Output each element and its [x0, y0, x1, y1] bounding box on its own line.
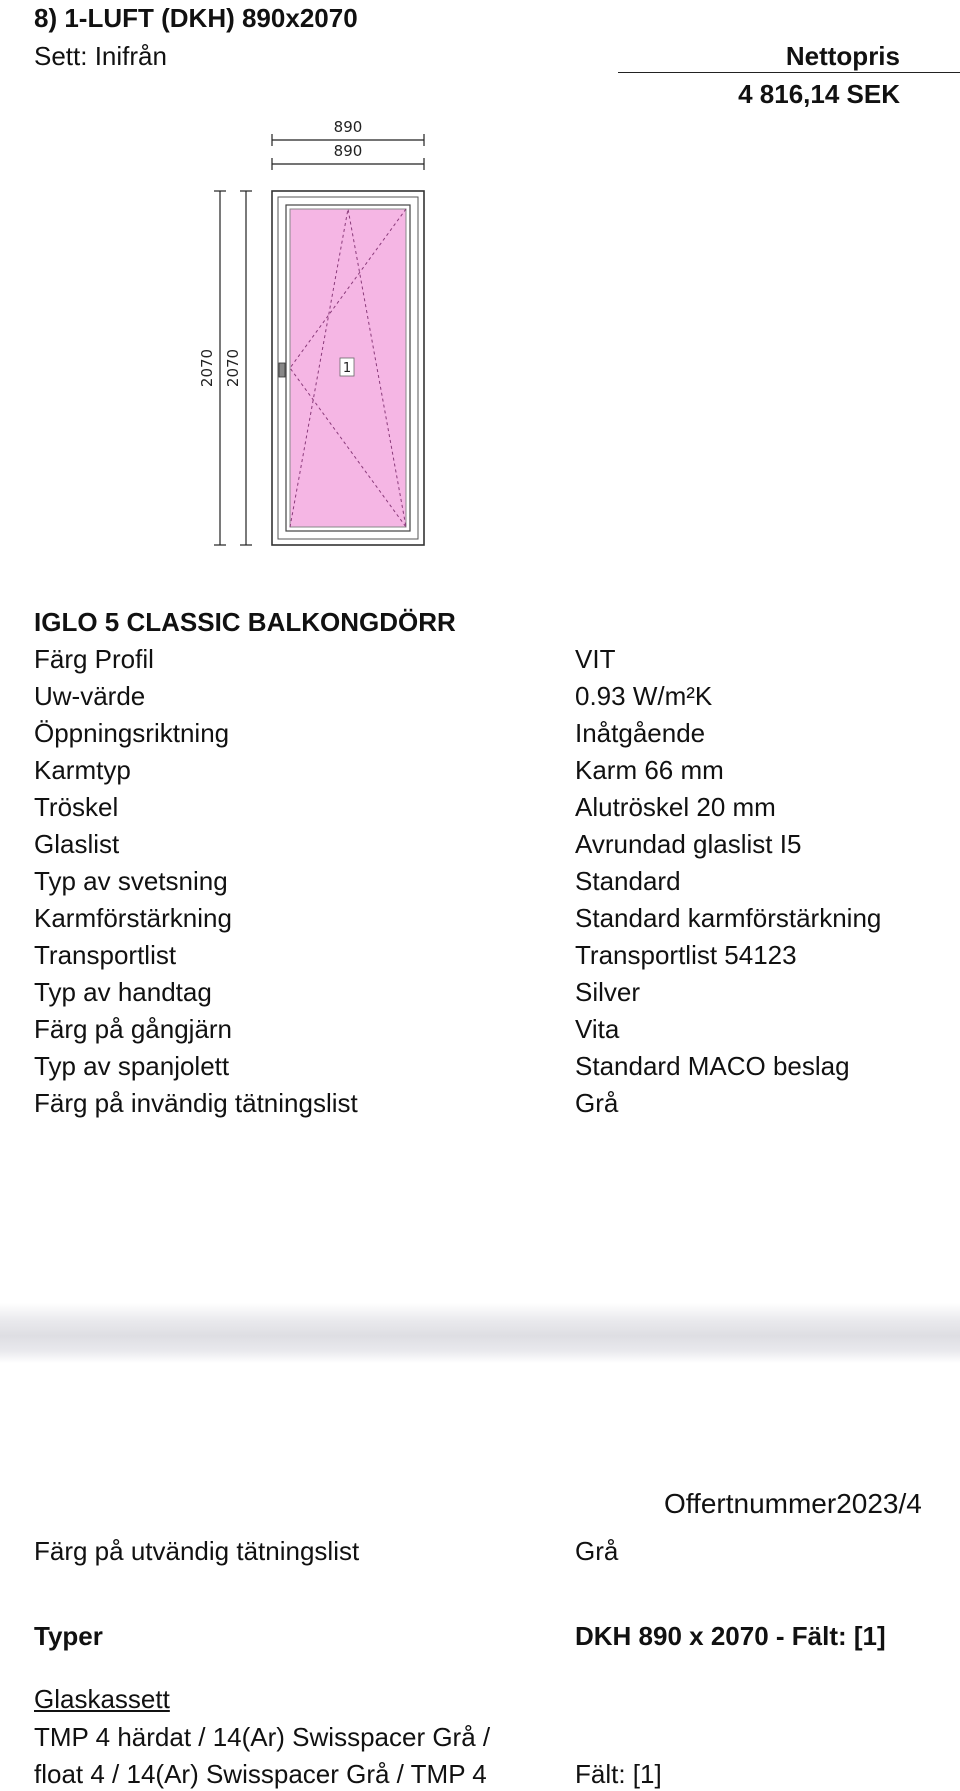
spec-value: 0.93 W/m²K [575, 681, 713, 711]
door-drawing [190, 108, 450, 558]
spec-label: Öppningsriktning [34, 718, 230, 748]
sash-number: 1 [342, 361, 352, 376]
spec-row [34, 976, 960, 1013]
spec-label: Typ av handtag [34, 977, 212, 1007]
field-value: Fält: [1] [575, 1759, 662, 1789]
spec-label: Typ av spanjolett [34, 1051, 230, 1081]
page-title: 8) 1-LUFT (DKH) 890x2070 [34, 3, 358, 33]
spec-row [34, 828, 960, 865]
net-price-value: 4 816,14 SEK [738, 79, 900, 109]
spec-label: Transportlist [34, 940, 177, 970]
spec-value: Vita [575, 1014, 620, 1044]
offer-number: Offertnummer2023/4 [664, 1488, 922, 1519]
height-dimension-outer: 2070 [198, 348, 216, 388]
spec-row [34, 680, 960, 717]
spec-value: Standard karmförstärkning [575, 903, 882, 933]
spec-label: Uw-värde [34, 681, 146, 711]
spec-value: Silver [575, 977, 641, 1007]
spec-value: Avrundad glaslist I5 [575, 829, 802, 859]
spec-row [34, 1087, 960, 1124]
spec-row [34, 939, 960, 976]
spec-value: Standard MACO beslag [575, 1051, 850, 1081]
glass-cassette-heading: Glaskassett [34, 1684, 170, 1714]
product-title: IGLO 5 CLASSIC BALKONGDÖRR [34, 607, 456, 637]
spec-label: Typ av svetsning [34, 866, 228, 896]
spec-label: Tröskel [34, 792, 119, 822]
net-price-label: Nettopris [785, 41, 900, 71]
spec-row [34, 902, 960, 939]
spec-label: Färg på gångjärn [34, 1014, 233, 1044]
spec-row [34, 717, 960, 754]
width-dimension-outer: 890 [333, 118, 363, 136]
spec-value: VIT [575, 644, 616, 674]
door-handle-icon [279, 363, 285, 377]
types-value: DKH 890 x 2070 - Fält: [1] [575, 1621, 886, 1651]
spec-value: Grå [575, 1088, 619, 1118]
view-side-label: Sett: Inifrån [34, 41, 167, 71]
spec-row [34, 1535, 960, 1572]
width-dimension-inner: 890 [333, 142, 363, 160]
spec-label: Karmtyp [34, 755, 131, 785]
spec-row [34, 754, 960, 791]
spec-value: Inåtgående [575, 718, 706, 748]
spec-label: Glaslist [34, 829, 120, 859]
page-break [0, 1303, 960, 1363]
spec-value: Standard [575, 866, 681, 896]
spec-row [34, 1050, 960, 1087]
spec-label: Färg på utvändig tätningslist [34, 1536, 360, 1566]
spec-value: Transportlist 54123 [575, 940, 797, 970]
spec-label: Färg på invändig tätningslist [34, 1088, 358, 1118]
spec-value: Alutröskel 20 mm [575, 792, 776, 822]
spec-value: Karm 66 mm [575, 755, 724, 785]
spec-row [34, 643, 960, 680]
net-price-divider [618, 72, 960, 73]
glass-spec-line-1: TMP 4 härdat / 14(Ar) Swisspacer Grå / [34, 1722, 491, 1752]
glass-spec-line-2: float 4 / 14(Ar) Swisspacer Grå / TMP 4 [34, 1759, 487, 1789]
spec-label: Karmförstärkning [34, 903, 232, 933]
spec-label: Färg Profil [34, 644, 154, 674]
spec-row [34, 791, 960, 828]
spec-value: Grå [575, 1536, 619, 1566]
types-label: Typer [34, 1621, 103, 1651]
spec-row [34, 1013, 960, 1050]
spec-row [34, 865, 960, 902]
height-dimension-inner: 2070 [224, 348, 242, 388]
